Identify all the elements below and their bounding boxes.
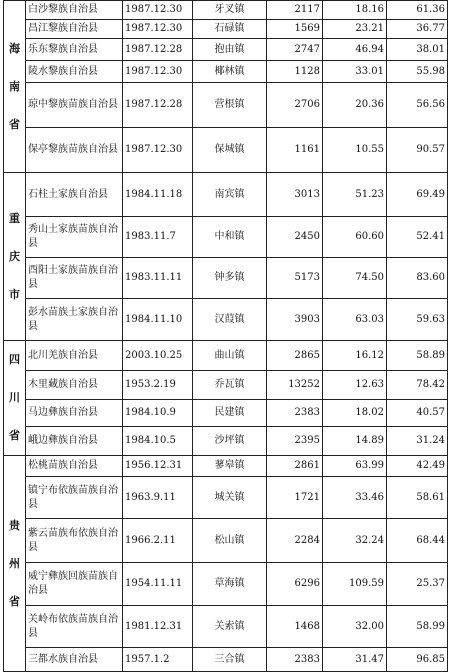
county-name-cell: 陵水黎族自治县 [26, 61, 123, 83]
value-cell-1: 2117 [267, 1, 323, 20]
established-date-cell: 1984.11.10 [123, 299, 193, 341]
established-date-cell: 1963.9.11 [123, 477, 193, 519]
seat-town-cell: 汉葭镇 [193, 299, 267, 341]
value-cell-3: 55.98 [387, 61, 448, 83]
value-cell-1: 2861 [267, 456, 323, 477]
established-date-cell: 1987.12.30 [123, 61, 193, 83]
value-cell-3: 90.57 [387, 128, 448, 173]
province-cell [4, 456, 26, 672]
table-row [4, 477, 448, 519]
county-name-cell: 紫云苗族布依族自治县 [26, 519, 123, 563]
value-cell-3: 58.61 [387, 477, 448, 519]
province-cell [4, 173, 26, 341]
value-cell-3: 78.42 [387, 371, 448, 400]
value-cell-2: 46.94 [323, 39, 387, 61]
value-cell-3: 52.41 [387, 217, 448, 258]
value-cell-3: 68.44 [387, 519, 448, 563]
seat-town-cell: 关索镇 [193, 606, 267, 648]
value-cell-3: 40.57 [387, 399, 448, 426]
table-row [4, 456, 448, 477]
province-label: 贵州省 [9, 518, 20, 608]
established-date-cell: 1987.12.30 [123, 20, 193, 39]
county-name-cell: 酉阳土家族苗族自治县 [26, 258, 123, 299]
table-row [4, 61, 448, 83]
established-date-cell: 1954.11.11 [123, 563, 193, 606]
province-label: 重庆市 [9, 211, 20, 301]
established-date-cell: 1984.10.9 [123, 399, 193, 426]
value-cell-1: 1468 [267, 606, 323, 648]
value-cell-1: 2865 [267, 341, 323, 371]
value-cell-2: 18.16 [323, 1, 387, 20]
value-cell-3: 58.89 [387, 341, 448, 371]
value-cell-2: 16.12 [323, 341, 387, 371]
value-cell-1: 2383 [267, 648, 323, 672]
value-cell-2: 23.21 [323, 20, 387, 39]
county-name-cell: 北川羌族自治县 [26, 341, 123, 371]
table-row [4, 83, 448, 128]
seat-town-cell: 乔瓦镇 [193, 371, 267, 400]
seat-town-cell: 民建镇 [193, 399, 267, 426]
table-row [4, 217, 448, 258]
table-row [4, 20, 448, 39]
value-cell-2: 20.36 [323, 83, 387, 128]
table-row [4, 371, 448, 400]
value-cell-3: 25.37 [387, 563, 448, 606]
table-row [4, 128, 448, 173]
value-cell-2: 63.99 [323, 456, 387, 477]
county-name-cell: 镇宁布依族苗族自治县 [26, 477, 123, 519]
value-cell-1: 5173 [267, 258, 323, 299]
value-cell-2: 109.59 [323, 563, 387, 606]
county-name-cell: 三都水族自治县 [26, 648, 123, 672]
seat-town-cell: 松山镇 [193, 519, 267, 563]
established-date-cell: 1953.2.19 [123, 371, 193, 400]
seat-town-cell: 保城镇 [193, 128, 267, 173]
seat-town-cell: 南宾镇 [193, 173, 267, 217]
county-name-cell: 乐东黎族自治县 [26, 39, 123, 61]
table-row [4, 648, 448, 672]
value-cell-1: 2450 [267, 217, 323, 258]
county-name-cell: 松桃苗族自治县 [26, 456, 123, 477]
seat-town-cell: 营根镇 [193, 83, 267, 128]
autonomous-county-table [3, 0, 448, 672]
value-cell-3: 38.01 [387, 39, 448, 61]
county-name-cell: 峨边彝族自治县 [26, 427, 123, 456]
county-name-cell: 琼中黎族苗族自治县 [26, 83, 123, 128]
seat-town-cell: 曲山镇 [193, 341, 267, 371]
seat-town-cell: 椰林镇 [193, 61, 267, 83]
county-name-cell: 木里藏族自治县 [26, 371, 123, 400]
value-cell-3: 83.60 [387, 258, 448, 299]
value-cell-1: 2747 [267, 39, 323, 61]
value-cell-3: 36.77 [387, 20, 448, 39]
value-cell-2: 31.47 [323, 648, 387, 672]
seat-town-cell: 沙坪镇 [193, 427, 267, 456]
established-date-cell: 2003.10.25 [123, 341, 193, 371]
value-cell-2: 10.55 [323, 128, 387, 173]
value-cell-1: 1721 [267, 477, 323, 519]
value-cell-2: 32.24 [323, 519, 387, 563]
value-cell-1: 2383 [267, 399, 323, 426]
established-date-cell: 1966.2.11 [123, 519, 193, 563]
county-name-cell: 白沙黎族自治县 [26, 1, 123, 20]
established-date-cell: 1987.12.28 [123, 83, 193, 128]
value-cell-2: 60.60 [323, 217, 387, 258]
seat-town-cell: 抱由镇 [193, 39, 267, 61]
table-row [4, 258, 448, 299]
seat-town-cell: 草海镇 [193, 563, 267, 606]
seat-town-cell: 城关镇 [193, 477, 267, 519]
value-cell-1: 3013 [267, 173, 323, 217]
value-cell-2: 51.23 [323, 173, 387, 217]
established-date-cell: 1956.12.31 [123, 456, 193, 477]
county-name-cell: 保亭黎族苗族自治县 [26, 128, 123, 173]
value-cell-1: 6296 [267, 563, 323, 606]
seat-town-cell: 牙叉镇 [193, 1, 267, 20]
seat-town-cell: 钟多镇 [193, 258, 267, 299]
province-cell [4, 341, 26, 456]
table-row [4, 563, 448, 606]
value-cell-2: 63.03 [323, 299, 387, 341]
province-label: 海南省 [9, 41, 20, 131]
value-cell-1: 3903 [267, 299, 323, 341]
value-cell-3: 42.49 [387, 456, 448, 477]
value-cell-1: 2284 [267, 519, 323, 563]
value-cell-2: 12.63 [323, 371, 387, 400]
county-name-cell: 马边彝族自治县 [26, 399, 123, 426]
value-cell-1: 2706 [267, 83, 323, 128]
county-name-cell: 秀山土家族苗族自治县 [26, 217, 123, 258]
value-cell-2: 18.02 [323, 399, 387, 426]
value-cell-1: 1128 [267, 61, 323, 83]
table-row [4, 606, 448, 648]
value-cell-2: 74.50 [323, 258, 387, 299]
table-row [4, 299, 448, 341]
value-cell-1: 1161 [267, 128, 323, 173]
table-row [4, 1, 448, 20]
table-row [4, 341, 448, 371]
value-cell-2: 32.00 [323, 606, 387, 648]
table-row [4, 39, 448, 61]
county-name-cell: 昌江黎族自治县 [26, 20, 123, 39]
table-row [4, 173, 448, 217]
value-cell-3: 96.85 [387, 648, 448, 672]
value-cell-3: 58.99 [387, 606, 448, 648]
seat-town-cell: 石碌镇 [193, 20, 267, 39]
table-row [4, 427, 448, 456]
value-cell-1: 1569 [267, 20, 323, 39]
established-date-cell: 1987.12.30 [123, 1, 193, 20]
established-date-cell: 1984.10.5 [123, 427, 193, 456]
established-date-cell: 1981.12.31 [123, 606, 193, 648]
value-cell-3: 31.24 [387, 427, 448, 456]
established-date-cell: 1957.1.2 [123, 648, 193, 672]
seat-town-cell: 中和镇 [193, 217, 267, 258]
table-row [4, 519, 448, 563]
value-cell-3: 61.36 [387, 1, 448, 20]
established-date-cell: 1983.11.11 [123, 258, 193, 299]
county-name-cell: 石柱土家族自治县 [26, 173, 123, 217]
value-cell-1: 2395 [267, 427, 323, 456]
established-date-cell: 1987.12.28 [123, 39, 193, 61]
established-date-cell: 1984.11.18 [123, 173, 193, 217]
value-cell-3: 56.56 [387, 83, 448, 128]
province-cell [4, 1, 26, 173]
value-cell-3: 59.63 [387, 299, 448, 341]
seat-town-cell: 蓼皋镇 [193, 456, 267, 477]
county-name-cell: 关岭布依族苗族自治县 [26, 606, 123, 648]
table-row [4, 399, 448, 426]
value-cell-2: 33.46 [323, 477, 387, 519]
established-date-cell: 1987.12.30 [123, 128, 193, 173]
seat-town-cell: 三合镇 [193, 648, 267, 672]
county-name-cell: 彭水苗族土家族自治县 [26, 299, 123, 341]
value-cell-3: 69.49 [387, 173, 448, 217]
established-date-cell: 1983.11.7 [123, 217, 193, 258]
value-cell-1: 13252 [267, 371, 323, 400]
value-cell-2: 33.01 [323, 61, 387, 83]
table-body [4, 1, 448, 672]
county-name-cell: 威宁彝族回族苗族自治县 [26, 563, 123, 606]
province-label: 四川省 [9, 353, 20, 442]
value-cell-2: 14.89 [323, 427, 387, 456]
